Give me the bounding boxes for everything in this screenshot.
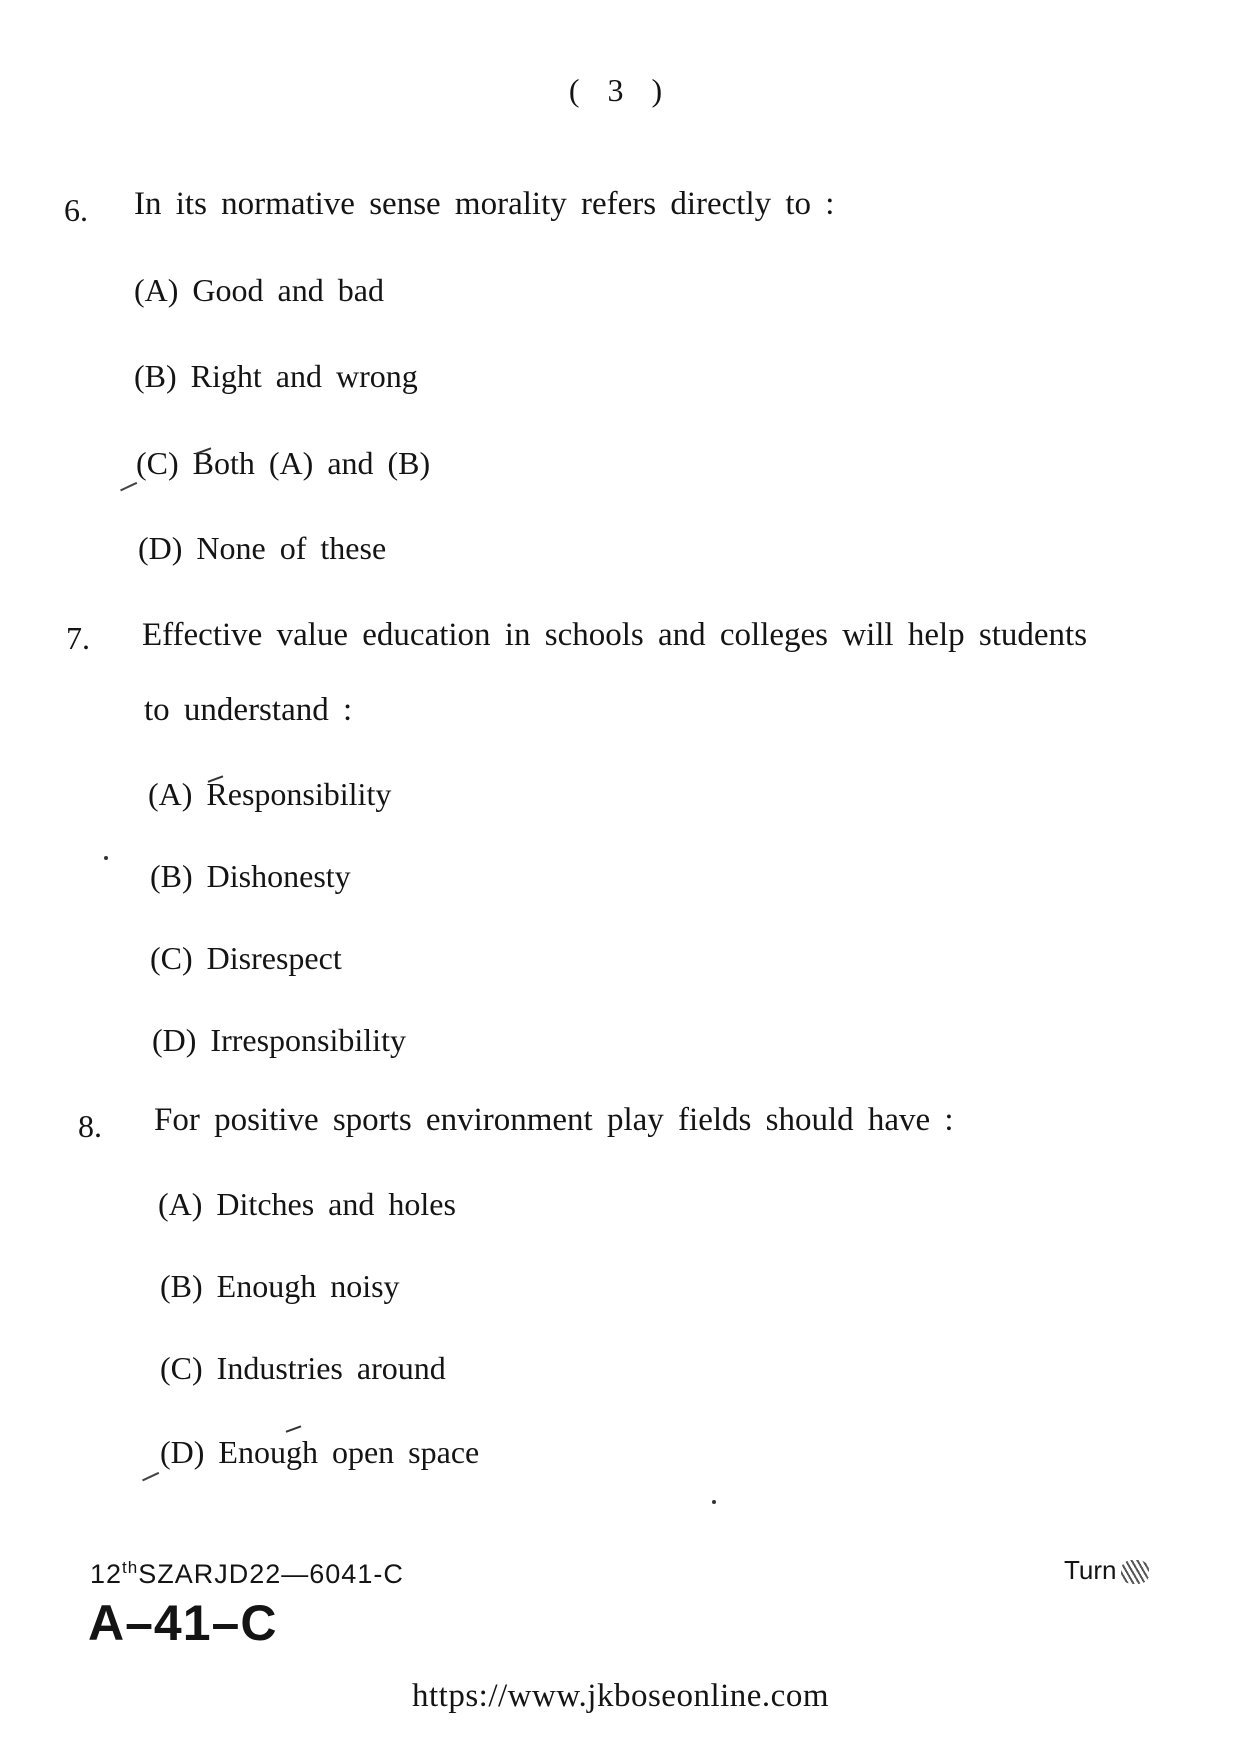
- option-b: [160, 1268, 400, 1305]
- option-text: Enough open space: [218, 1434, 480, 1470]
- question-text: In its normative sense morality refers directly to :: [134, 186, 835, 222]
- option-d: [160, 1434, 479, 1471]
- exam-code-prefix: 12: [90, 1559, 123, 1589]
- option-c: [150, 940, 342, 977]
- option-label: (D): [152, 1022, 197, 1058]
- option-text: Both (A) and (B): [192, 445, 431, 481]
- option-label: (A): [148, 776, 193, 812]
- option-label: (B): [134, 358, 177, 394]
- question-text: For positive sports environment play fields should have :: [154, 1102, 954, 1138]
- answer-tick: [117, 475, 138, 492]
- question-text-line2: to understand :: [144, 692, 353, 728]
- page-number: ( 3 ): [568, 72, 673, 108]
- option-text: Responsibility: [206, 776, 392, 812]
- option-label: (A): [158, 1186, 203, 1222]
- option-text: Right and wrong: [190, 358, 418, 394]
- option-a: [148, 776, 391, 813]
- option-a: [158, 1186, 456, 1223]
- option-d: [138, 530, 386, 567]
- question-number: 8.: [78, 1108, 102, 1144]
- option-label: (C): [160, 1350, 203, 1386]
- question-number: 7.: [66, 620, 90, 656]
- option-d: [152, 1022, 406, 1059]
- option-text: Enough noisy: [216, 1268, 400, 1304]
- turn-over-text: Turn: [1064, 1555, 1117, 1585]
- paper-code: A–41–C: [88, 1595, 278, 1651]
- answer-tick: [139, 1465, 160, 1482]
- option-c: [160, 1350, 446, 1387]
- option-b: [150, 858, 351, 895]
- source-url[interactable]: https://www.jkboseonline.com: [412, 1678, 829, 1714]
- option-text: Dishonesty: [206, 858, 351, 894]
- question-text-line1: Effective value education in schools and colleges will help students: [142, 617, 1088, 653]
- scribble-icon: [1121, 1560, 1149, 1584]
- option-text: Industries around: [216, 1350, 446, 1386]
- option-label: (B): [160, 1268, 203, 1304]
- option-text: Disrespect: [206, 940, 342, 976]
- exam-code-rest: SZARJD22—6041-C: [138, 1559, 404, 1589]
- question-number: 6.: [64, 192, 88, 228]
- option-text: Irresponsibility: [210, 1022, 406, 1058]
- option-a: [134, 272, 384, 309]
- turn-over: [1064, 1555, 1149, 1586]
- option-label: (C): [150, 940, 193, 976]
- exam-code-sup: th: [122, 1558, 139, 1577]
- option-text: None of these: [196, 530, 387, 566]
- stray-mark: [104, 856, 108, 860]
- exam-code: [90, 1558, 404, 1590]
- option-label: (C): [136, 445, 179, 481]
- option-c: [136, 445, 430, 482]
- option-text: Ditches and holes: [216, 1186, 456, 1222]
- option-label: (B): [150, 858, 193, 894]
- stray-mark: [712, 1500, 716, 1504]
- option-b: [134, 358, 418, 395]
- option-label: (A): [134, 272, 179, 308]
- option-label: (D): [138, 530, 183, 566]
- option-label: (D): [160, 1434, 205, 1470]
- option-text: Good and bad: [192, 272, 384, 308]
